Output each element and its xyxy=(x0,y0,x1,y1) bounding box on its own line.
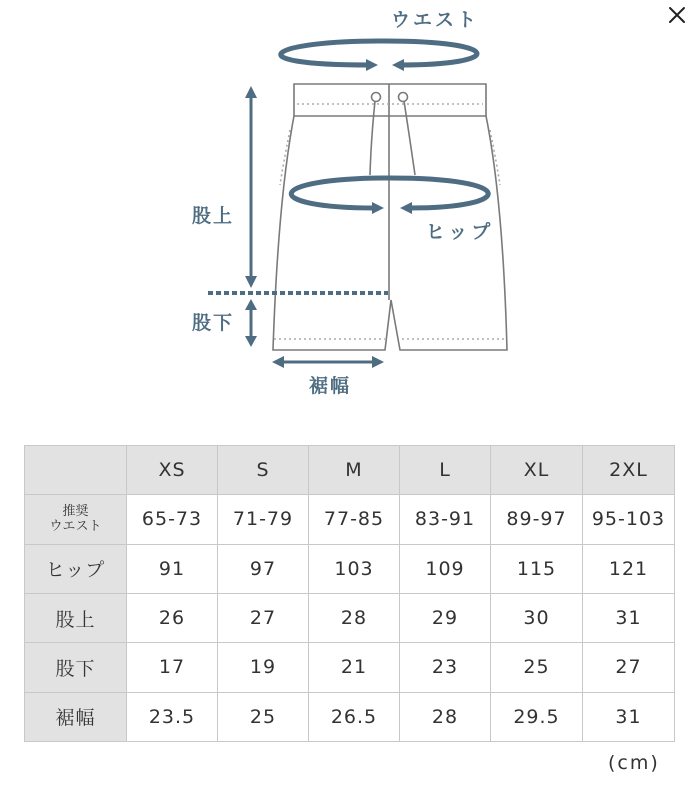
table-header-cell: XL xyxy=(491,446,583,495)
table-cell: 28 xyxy=(400,692,491,741)
table-cell: 83-91 xyxy=(400,495,491,544)
table-cell: 30 xyxy=(491,593,583,642)
table-cell: 29.5 xyxy=(491,692,583,741)
rise-measure xyxy=(245,86,257,288)
table-cell: 25 xyxy=(218,692,309,741)
hem-label: 裾幅 xyxy=(308,375,352,397)
table-header-cell: L xyxy=(400,446,491,495)
table-row xyxy=(25,643,675,692)
row-label: 裾幅 xyxy=(25,692,127,741)
table-cell: 29 xyxy=(400,593,491,642)
table-header-cell: 2XL xyxy=(583,446,675,495)
row-label: 股上 xyxy=(25,593,127,642)
hip-label: ヒップ xyxy=(425,221,495,243)
table-cell: 27 xyxy=(583,643,675,692)
table-cell: 25 xyxy=(491,643,583,692)
table-row xyxy=(25,544,675,593)
row-label: ヒップ xyxy=(25,544,127,593)
waist-measure xyxy=(281,41,477,71)
table-cell: 89-97 xyxy=(491,495,583,544)
table-cell: 121 xyxy=(583,544,675,593)
rise-label: 股上 xyxy=(191,205,235,227)
inseam-measure xyxy=(245,299,257,347)
table-cell: 97 xyxy=(218,544,309,593)
table-cell: 31 xyxy=(583,692,675,741)
table-cell: 31 xyxy=(583,593,675,642)
table-cell: 115 xyxy=(491,544,583,593)
table-cell: 27 xyxy=(218,593,309,642)
table-cell: 28 xyxy=(309,593,400,642)
table-cell: 109 xyxy=(400,544,491,593)
table-cell: 91 xyxy=(127,544,218,593)
shorts-outline xyxy=(273,84,507,350)
table-header-cell: S xyxy=(218,446,309,495)
table-cell: 17 xyxy=(127,643,218,692)
table-header-cell: XS xyxy=(127,446,218,495)
table-cell: 103 xyxy=(309,544,400,593)
drawstring xyxy=(370,93,415,176)
row-label xyxy=(25,495,127,544)
waist-label: ウエスト xyxy=(390,9,480,31)
size-table xyxy=(24,445,675,742)
table-row xyxy=(25,692,675,741)
row-label-line: 推奨 xyxy=(62,504,89,520)
table-cell: 23 xyxy=(400,643,491,692)
table-header-cell xyxy=(25,446,127,495)
table-cell: 95-103 xyxy=(583,495,675,544)
hem-measure xyxy=(272,356,384,368)
table-cell: 21 xyxy=(309,643,400,692)
table-cell: 77-85 xyxy=(309,495,400,544)
table-row xyxy=(25,593,675,642)
table-cell: 65-73 xyxy=(127,495,218,544)
table-cell: 26 xyxy=(127,593,218,642)
row-label-line: ウエスト xyxy=(49,519,102,535)
table-cell: 71-79 xyxy=(218,495,309,544)
table-row xyxy=(25,495,675,544)
table-header-row xyxy=(25,446,675,495)
row-label: 股下 xyxy=(25,643,127,692)
table-cell: 19 xyxy=(218,643,309,692)
table-cell: 23.5 xyxy=(127,692,218,741)
inseam-label: 股下 xyxy=(191,312,235,334)
table-header-cell: M xyxy=(309,446,400,495)
table-cell: 26.5 xyxy=(309,692,400,741)
unit-label: (cm) xyxy=(608,752,660,774)
